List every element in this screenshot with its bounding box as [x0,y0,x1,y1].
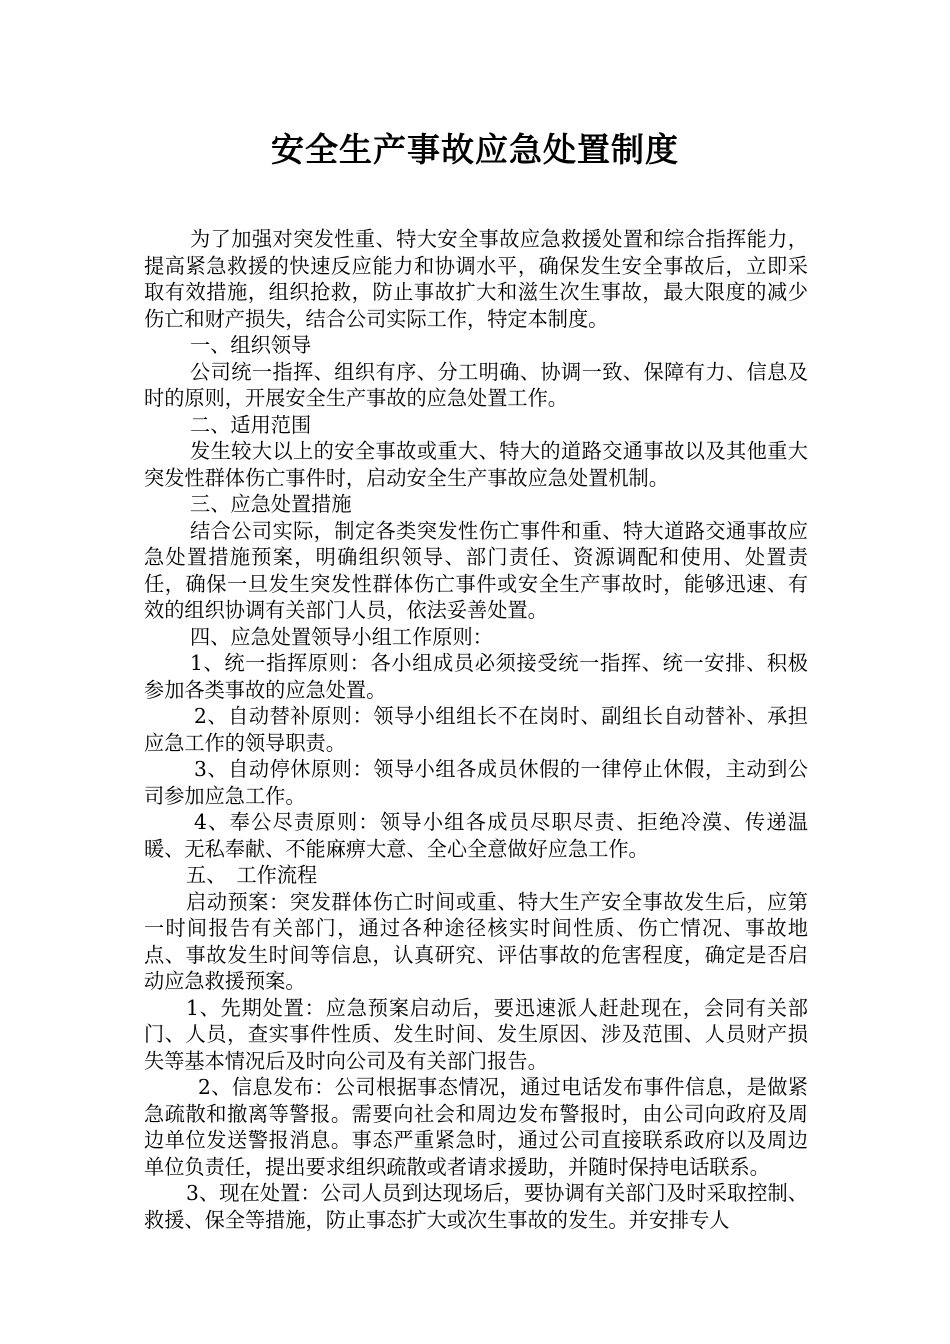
workflow-item: 2、信息发布：公司根据事态情况，通过电话发布事件信息，是做紧急疏散和撤离等警报。需要向社会和周边发布警报时，由公司向政府及周边单位发送警报消息。事态严重紧急时，通过公司直接联系政府以及周边单位负责任，提出要求组织疏散或者请求援助，并随时保持电话联系。 [144,1075,808,1179]
workflow-item: 3、现在处置：公司人员到达现场后，要协调有关部门及时采取控制、救援、保全等措施，防止事态扩大或次生事故的发生。并安排专人 [144,1181,808,1232]
document-title: 安全生产事故应急处置制度 [271,130,679,169]
workflow-item: 1、先期处置：应急预案启动后，要迅速派人赶赴现在，会同有关部门、人员，查实事件性质、发生时间、发生原因、涉及范围、人员财产损失等基本情况后及时向公司及有关部门报告。 [144,995,808,1073]
document-body [144,226,808,1233]
section-heading-principles: 四、应急处置领导小组工作原则： [190,624,493,649]
section-heading-scope: 二、适用范围 [190,412,312,437]
intro-paragraph: 为了加强对突发性重、特大安全事故应急救援处置和综合指挥能力，提高紧急救援的快速反应能力和协调水平，确保发生安全事故后，立即采取有效措施，组织抢救，防止事故扩大和滋生次生事故，最大限度的减少伤亡和财产损失，结合公司实际工作，特定本制度。 [144,227,808,331]
principle-item: 1、统一指挥原则：各小组成员必须接受统一指挥、统一安排、积极参加各类事故的应急处置。 [144,651,808,702]
paragraph-scope: 发生较大以上的安全事故或重大、特大的道路交通事故以及其他重大突发性群体伤亡事件时，启动安全生产事故应急处置机制。 [144,439,808,490]
principle-item: 4、奉公尽责原则：领导小组各成员尽职尽责、拒绝冷漠、传递温暖、无私奉献、不能麻痹大意、全心全意做好应急工作。 [144,810,808,861]
principle-item: 2、自动替补原则：领导小组组长不在岗时、副组长自动替补、承担应急工作的领导职责。 [144,704,808,755]
paragraph-workflow-start: 启动预案：突发群体伤亡时间或重、特大生产安全事故发生后，应第一时间报告有关部门，通过各种途径核实时间性质、伤亡情况、事故地点、事故发生时间等信息，认真研究、评估事故的危害程度，确定是否启动应急救援预案。 [144,889,808,993]
section-heading-organization: 一、组织领导 [190,333,312,357]
section-heading-workflow: 五、 工作流程 [186,863,318,887]
paragraph-organization: 公司统一指挥、组织有序、分工明确、协调一致、保障有力、信息及时的原则，开展安全生产事故的应急处置工作。 [144,359,808,410]
section-heading-measures: 三、应急处置措施 [190,492,352,516]
principle-item: 3、自动停休原则：领导小组各成员休假的一律停止休假，主动到公司参加应急工作。 [144,757,808,808]
paragraph-measures: 结合公司实际，制定各类突发性伤亡事件和重、特大道路交通事故应急处置措施预案，明确组织领导、部门责任、资源调配和使用、处置责任，确保一旦发生突发性群体伤亡事件或安全生产事故时，能够迅速、有效的组织协调有关部门人员，依法妥善处置。 [144,518,808,622]
